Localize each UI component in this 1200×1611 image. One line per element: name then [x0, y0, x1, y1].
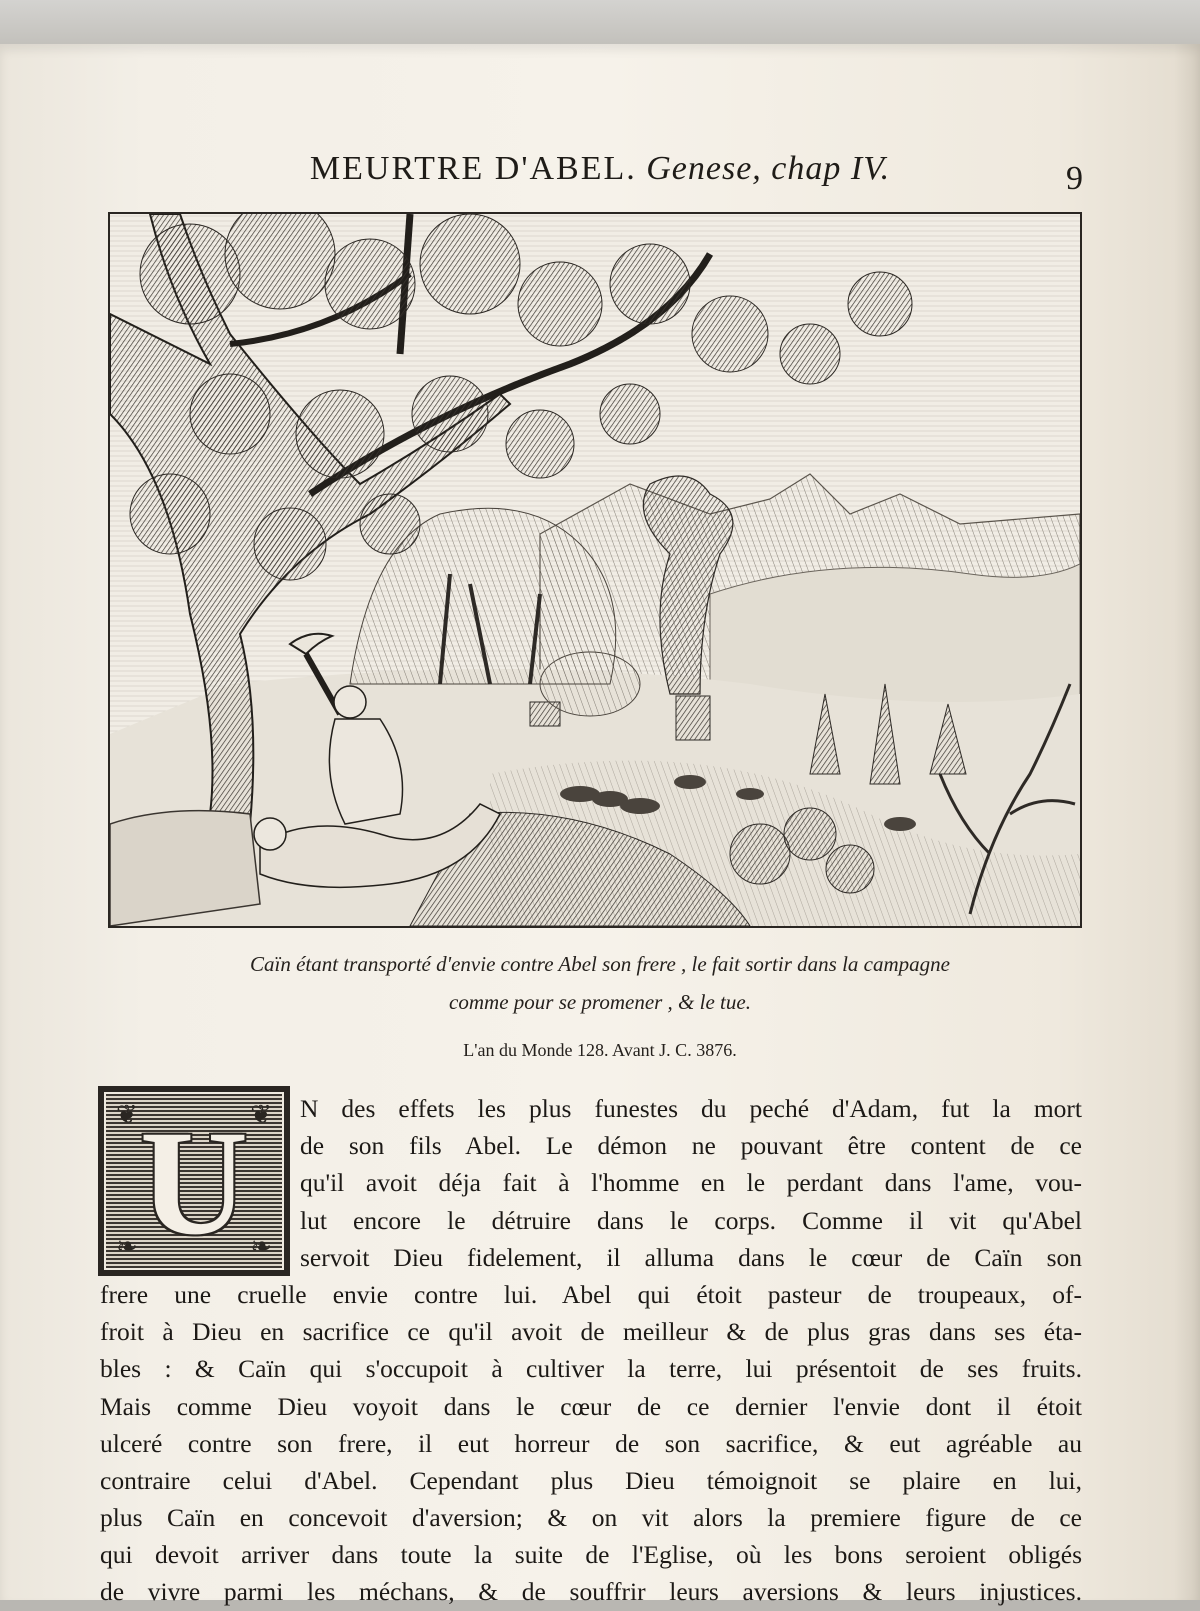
engraving-cain-and-abel-icon	[110, 214, 1080, 926]
text-line: N des effets les plus funestes du peché d'Adam, fut la mort	[300, 1094, 1082, 1123]
leaf-ornament-icon: ❧	[116, 1232, 138, 1261]
engraving-illustration	[108, 212, 1082, 928]
date-line: L'an du Monde 128. Avant J. C. 3876.	[463, 1040, 737, 1060]
text-line: qui devoit arriver dans toute la suite de l'Eglise, où les bons seroient obligés	[100, 1540, 1082, 1570]
running-head	[0, 150, 1200, 188]
text-line: qu'il avoit déja fait à l'homme en le perdant dans l'ame, vou-	[300, 1168, 1082, 1198]
scripture-reference: Genese, chap IV.	[646, 150, 891, 187]
caption-line-2: comme pour se promener , & le tue.	[449, 990, 751, 1014]
text-line: servoit Dieu fidelement, il alluma dans le cœur de Caïn son	[300, 1242, 1082, 1272]
text-line: contraire celui d'Abel. Cependant plus Dieu témoignoit se plaire en lui,	[100, 1465, 1082, 1495]
text-line: de son fils Abel. Le démon ne pouvant être content de ce	[300, 1131, 1082, 1161]
text-line: bles : & Caïn qui s'occupoit à cultiver la terre, lui présentoit de ses fruits.	[100, 1354, 1082, 1384]
page-edge-shading	[1174, 44, 1200, 1600]
text-line: Mais comme Dieu voyoit dans le cœur de ce dernier l'envie dont il étoit	[100, 1391, 1082, 1421]
text-line: froit à Dieu en sacrifice ce qu'il avoit de meilleur & de plus gras dans ses éta-	[100, 1317, 1082, 1347]
caption-line-1: Caïn étant transporté d'envie contre Abel son frere , le fait sortir dans la campagne	[250, 952, 950, 976]
leaf-ornament-icon: ❦	[116, 1100, 138, 1129]
chapter-title: MEURTRE D'ABEL.	[309, 150, 637, 187]
text-line: ulceré contre son frere, il eut horreur de son sacrifice, & eut agréable au	[100, 1428, 1082, 1458]
page-number: 9	[1066, 160, 1083, 197]
text-line: lut encore le détruire dans le corps. Comme il vit qu'Abel	[300, 1205, 1082, 1235]
text-line: plus Caïn en concevoit d'aversion; & on vit alors la premiere figure de ce	[100, 1503, 1082, 1533]
background-shadow	[0, 0, 1200, 46]
text-line: frere une cruelle envie contre lui. Abel qui étoit pasteur de troupeaux, of-	[100, 1279, 1082, 1309]
leaf-ornament-icon: ❦	[250, 1100, 272, 1129]
body-paragraph	[100, 1090, 1082, 1611]
leaf-ornament-icon: ❧	[250, 1232, 272, 1261]
text-line: de vivre parmi les méchans, & de souffrir leurs aversions & leurs injustices.	[100, 1577, 1082, 1607]
dropcap-letter: U	[139, 1100, 249, 1266]
